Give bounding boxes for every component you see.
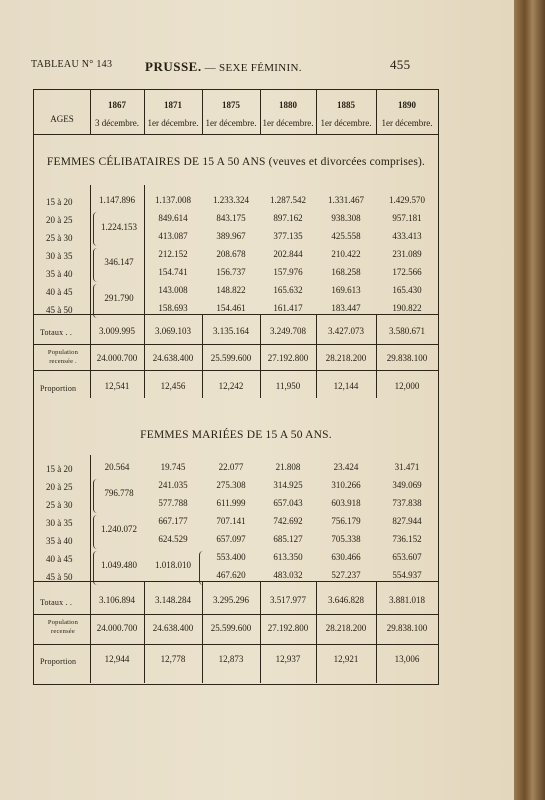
total-value: 3.106.894 bbox=[99, 595, 135, 605]
cell-value: 1.429.570 bbox=[389, 195, 425, 205]
proportion-value: 12,242 bbox=[218, 381, 244, 391]
proportion-label: Proportion bbox=[40, 657, 77, 666]
age-label: 45 à 50 bbox=[46, 305, 73, 315]
age-label: 20 à 25 bbox=[46, 215, 73, 225]
population-label-line: recensée . bbox=[49, 357, 77, 365]
cell-value: 1.233.324 bbox=[213, 195, 249, 205]
proportion-value: 12,921 bbox=[333, 654, 359, 664]
row-rule bbox=[34, 614, 438, 615]
total-value: 3.009.995 bbox=[99, 326, 135, 336]
cell-value: 1.224.153 bbox=[101, 222, 137, 232]
cell-value: 425.558 bbox=[331, 231, 361, 241]
data-column-rule bbox=[90, 455, 91, 581]
population-label-line: Population bbox=[47, 619, 79, 626]
header-column-rule bbox=[376, 90, 377, 134]
population-label bbox=[34, 619, 92, 636]
cell-value: 275.308 bbox=[216, 480, 246, 490]
row-rule bbox=[34, 314, 438, 315]
population-label-line: recensée bbox=[51, 627, 75, 635]
cell-value: 210.422 bbox=[331, 249, 361, 259]
cell-value: 1.147.896 bbox=[99, 195, 135, 205]
cell-value: 624.529 bbox=[158, 534, 188, 544]
cell-value: 707.141 bbox=[216, 516, 246, 526]
cell-value: 938.308 bbox=[331, 213, 361, 223]
date-1885: 1er décembre. bbox=[320, 118, 372, 128]
cell-value: 1.331.467 bbox=[328, 195, 364, 205]
cell-value: 314.925 bbox=[273, 480, 303, 490]
cell-value: 231.089 bbox=[392, 249, 422, 259]
proportion-value: 12,144 bbox=[333, 381, 359, 391]
cell-value: 349.069 bbox=[392, 480, 422, 490]
population-value: 25.599.600 bbox=[210, 623, 252, 633]
cell-value: 310.266 bbox=[331, 480, 361, 490]
cell-value: 241.035 bbox=[158, 480, 188, 490]
cell-value: 1.240.072 bbox=[101, 524, 137, 534]
cell-value: 613.350 bbox=[273, 552, 303, 562]
age-label: 35 à 40 bbox=[46, 269, 73, 279]
proportion-value: 12,541 bbox=[104, 381, 130, 391]
cell-value: 483.032 bbox=[273, 570, 303, 580]
cell-value: 1.018.010 bbox=[155, 560, 191, 570]
cell-value: 165.632 bbox=[273, 285, 303, 295]
cell-value: 168.258 bbox=[331, 267, 361, 277]
cell-value: 165.430 bbox=[392, 285, 422, 295]
total-value: 3.580.671 bbox=[389, 326, 425, 336]
cell-value: 158.693 bbox=[158, 303, 188, 313]
proportion-value: 12,000 bbox=[394, 381, 420, 391]
cell-value: 657.097 bbox=[216, 534, 246, 544]
header-column-rule bbox=[144, 90, 145, 134]
age-label: 35 à 40 bbox=[46, 536, 73, 546]
table-number: TABLEAU N° 143 bbox=[31, 59, 113, 70]
cell-value: 527.237 bbox=[331, 570, 361, 580]
cell-value: 154.741 bbox=[158, 267, 188, 277]
cell-value: 603.918 bbox=[331, 498, 361, 508]
age-label: 40 à 45 bbox=[46, 287, 73, 297]
age-label: 25 à 30 bbox=[46, 233, 73, 243]
date-1875: 1er décembre. bbox=[205, 118, 257, 128]
population-value: 29.838.100 bbox=[386, 623, 428, 633]
cell-value: 1.137.008 bbox=[155, 195, 191, 205]
cell-value: 389.967 bbox=[216, 231, 246, 241]
total-value: 3.517.977 bbox=[270, 595, 306, 605]
total-value: 3.135.164 bbox=[213, 326, 249, 336]
section1-title: FEMMES CÉLIBATAIRES DE 15 A 50 ANS (veuves et divorcées comprises). bbox=[46, 156, 426, 168]
cell-value: 630.466 bbox=[331, 552, 361, 562]
population-label bbox=[34, 349, 92, 366]
cell-value: 827.944 bbox=[392, 516, 422, 526]
cell-value: 212.152 bbox=[158, 249, 188, 259]
cell-value: 897.162 bbox=[273, 213, 303, 223]
cell-value: 553.400 bbox=[216, 552, 246, 562]
cell-value: 31.471 bbox=[394, 462, 420, 472]
cell-value: 156.737 bbox=[216, 267, 246, 277]
cell-value: 143.008 bbox=[158, 285, 188, 295]
date-1867: 3 décembre. bbox=[95, 118, 139, 128]
population-label-line: Population bbox=[47, 349, 79, 356]
cell-value: 849.614 bbox=[158, 213, 188, 223]
total-value: 3.148.284 bbox=[155, 595, 191, 605]
age-label: 25 à 30 bbox=[46, 500, 73, 510]
total-value: 3.249.708 bbox=[270, 326, 306, 336]
header-column-rule bbox=[260, 90, 261, 134]
cell-value: 172.566 bbox=[392, 267, 422, 277]
age-label: 30 à 35 bbox=[46, 251, 73, 261]
cell-value: 657.043 bbox=[273, 498, 303, 508]
country-title: PRUSSE. bbox=[145, 59, 202, 74]
proportion-value: 12,873 bbox=[218, 654, 244, 664]
statistics-table bbox=[33, 89, 439, 685]
proportion-label: Proportion bbox=[40, 384, 77, 393]
cell-value: 291.790 bbox=[104, 293, 134, 303]
cell-value: 796.778 bbox=[104, 488, 134, 498]
totaux-label: Totaux . . bbox=[40, 598, 73, 607]
header-rule bbox=[34, 134, 438, 135]
cell-value: 736.152 bbox=[392, 534, 422, 544]
proportion-value: 12,944 bbox=[104, 654, 130, 664]
book-spine bbox=[514, 0, 545, 800]
age-label: 30 à 35 bbox=[46, 518, 73, 528]
proportion-value: 11,950 bbox=[275, 381, 301, 391]
cell-value: 1.049.480 bbox=[101, 560, 137, 570]
population-value: 24.000.700 bbox=[96, 353, 138, 363]
total-value: 3.881.018 bbox=[389, 595, 425, 605]
date-1880: 1er décembre. bbox=[262, 118, 314, 128]
cell-value: 667.177 bbox=[158, 516, 188, 526]
cell-value: 157.976 bbox=[273, 267, 303, 277]
population-value: 28.218.200 bbox=[325, 623, 367, 633]
year-1890: 1890 bbox=[398, 100, 416, 110]
cell-value: 183.447 bbox=[331, 303, 361, 313]
age-label: 40 à 45 bbox=[46, 554, 73, 564]
cell-value: 737.838 bbox=[392, 498, 422, 508]
row-rule bbox=[34, 644, 438, 645]
cell-value: 21.808 bbox=[275, 462, 301, 472]
year-1867: 1867 bbox=[108, 100, 126, 110]
proportion-value: 12,456 bbox=[160, 381, 186, 391]
cell-value: 413.087 bbox=[158, 231, 188, 241]
cell-value: 346.147 bbox=[104, 257, 134, 267]
cell-value: 653.607 bbox=[392, 552, 422, 562]
cell-value: 577.788 bbox=[158, 498, 188, 508]
totaux-label: Totaux . . bbox=[40, 328, 73, 337]
proportion-value: 12,778 bbox=[160, 654, 186, 664]
cell-value: 169.613 bbox=[331, 285, 361, 295]
population-value: 24.638.400 bbox=[152, 623, 194, 633]
cell-value: 148.822 bbox=[216, 285, 246, 295]
population-value: 28.218.200 bbox=[325, 353, 367, 363]
age-label: 15 à 20 bbox=[46, 464, 73, 474]
year-1885: 1885 bbox=[337, 100, 355, 110]
cell-value: 554.937 bbox=[392, 570, 422, 580]
cell-value: 208.678 bbox=[216, 249, 246, 259]
cell-value: 20.564 bbox=[104, 462, 130, 472]
cell-value: 957.181 bbox=[392, 213, 422, 223]
cell-value: 202.844 bbox=[273, 249, 303, 259]
header-column-rule bbox=[316, 90, 317, 134]
date-1890: 1er décembre. bbox=[381, 118, 433, 128]
age-label: 15 à 20 bbox=[46, 197, 73, 207]
proportion-value: 13,006 bbox=[394, 654, 420, 664]
population-value: 27.192.800 bbox=[267, 623, 309, 633]
total-value: 3.427.073 bbox=[328, 326, 364, 336]
year-1875: 1875 bbox=[222, 100, 240, 110]
header-column-rule bbox=[202, 90, 203, 134]
cell-value: 611.999 bbox=[216, 498, 246, 508]
total-value: 3.295.296 bbox=[213, 595, 249, 605]
ages-header: AGES bbox=[50, 114, 74, 124]
cell-value: 843.175 bbox=[216, 213, 246, 223]
cell-value: 377.135 bbox=[273, 231, 303, 241]
cell-value: 433.413 bbox=[392, 231, 422, 241]
year-1871: 1871 bbox=[164, 100, 182, 110]
row-rule bbox=[34, 370, 438, 371]
population-value: 24.638.400 bbox=[152, 353, 194, 363]
total-value: 3.069.103 bbox=[155, 326, 191, 336]
page-title bbox=[145, 59, 302, 75]
cell-value: 19.745 bbox=[160, 462, 186, 472]
proportion-value: 12,937 bbox=[275, 654, 301, 664]
population-value: 24.000.700 bbox=[96, 623, 138, 633]
cell-value: 705.338 bbox=[331, 534, 361, 544]
row-rule bbox=[34, 344, 438, 345]
age-label: 45 à 50 bbox=[46, 572, 73, 582]
total-value: 3.646.828 bbox=[328, 595, 364, 605]
page-number: 455 bbox=[390, 57, 411, 72]
cell-value: 154.461 bbox=[216, 303, 246, 313]
population-value: 27.192.800 bbox=[267, 353, 309, 363]
cell-value: 685.127 bbox=[273, 534, 303, 544]
age-label: 20 à 25 bbox=[46, 482, 73, 492]
row-rule bbox=[34, 581, 438, 582]
cell-value: 22.077 bbox=[218, 462, 244, 472]
cell-value: 161.417 bbox=[273, 303, 303, 313]
population-value: 29.838.100 bbox=[386, 353, 428, 363]
cell-value: 756.179 bbox=[331, 516, 361, 526]
section2-title: FEMMES MARIÉES DE 15 A 50 ANS. bbox=[140, 429, 332, 441]
cell-value: 190.822 bbox=[392, 303, 422, 313]
year-1880: 1880 bbox=[279, 100, 297, 110]
date-1871: 1er décembre. bbox=[147, 118, 199, 128]
cell-value: 742.692 bbox=[273, 516, 303, 526]
header-column-rule bbox=[90, 90, 91, 134]
cell-value: 1.287.542 bbox=[270, 195, 306, 205]
cell-value: 467.620 bbox=[216, 570, 246, 580]
cell-value: 23.424 bbox=[333, 462, 359, 472]
population-value: 25.599.600 bbox=[210, 353, 252, 363]
sex-title: — SEXE FÉMININ. bbox=[204, 62, 302, 74]
